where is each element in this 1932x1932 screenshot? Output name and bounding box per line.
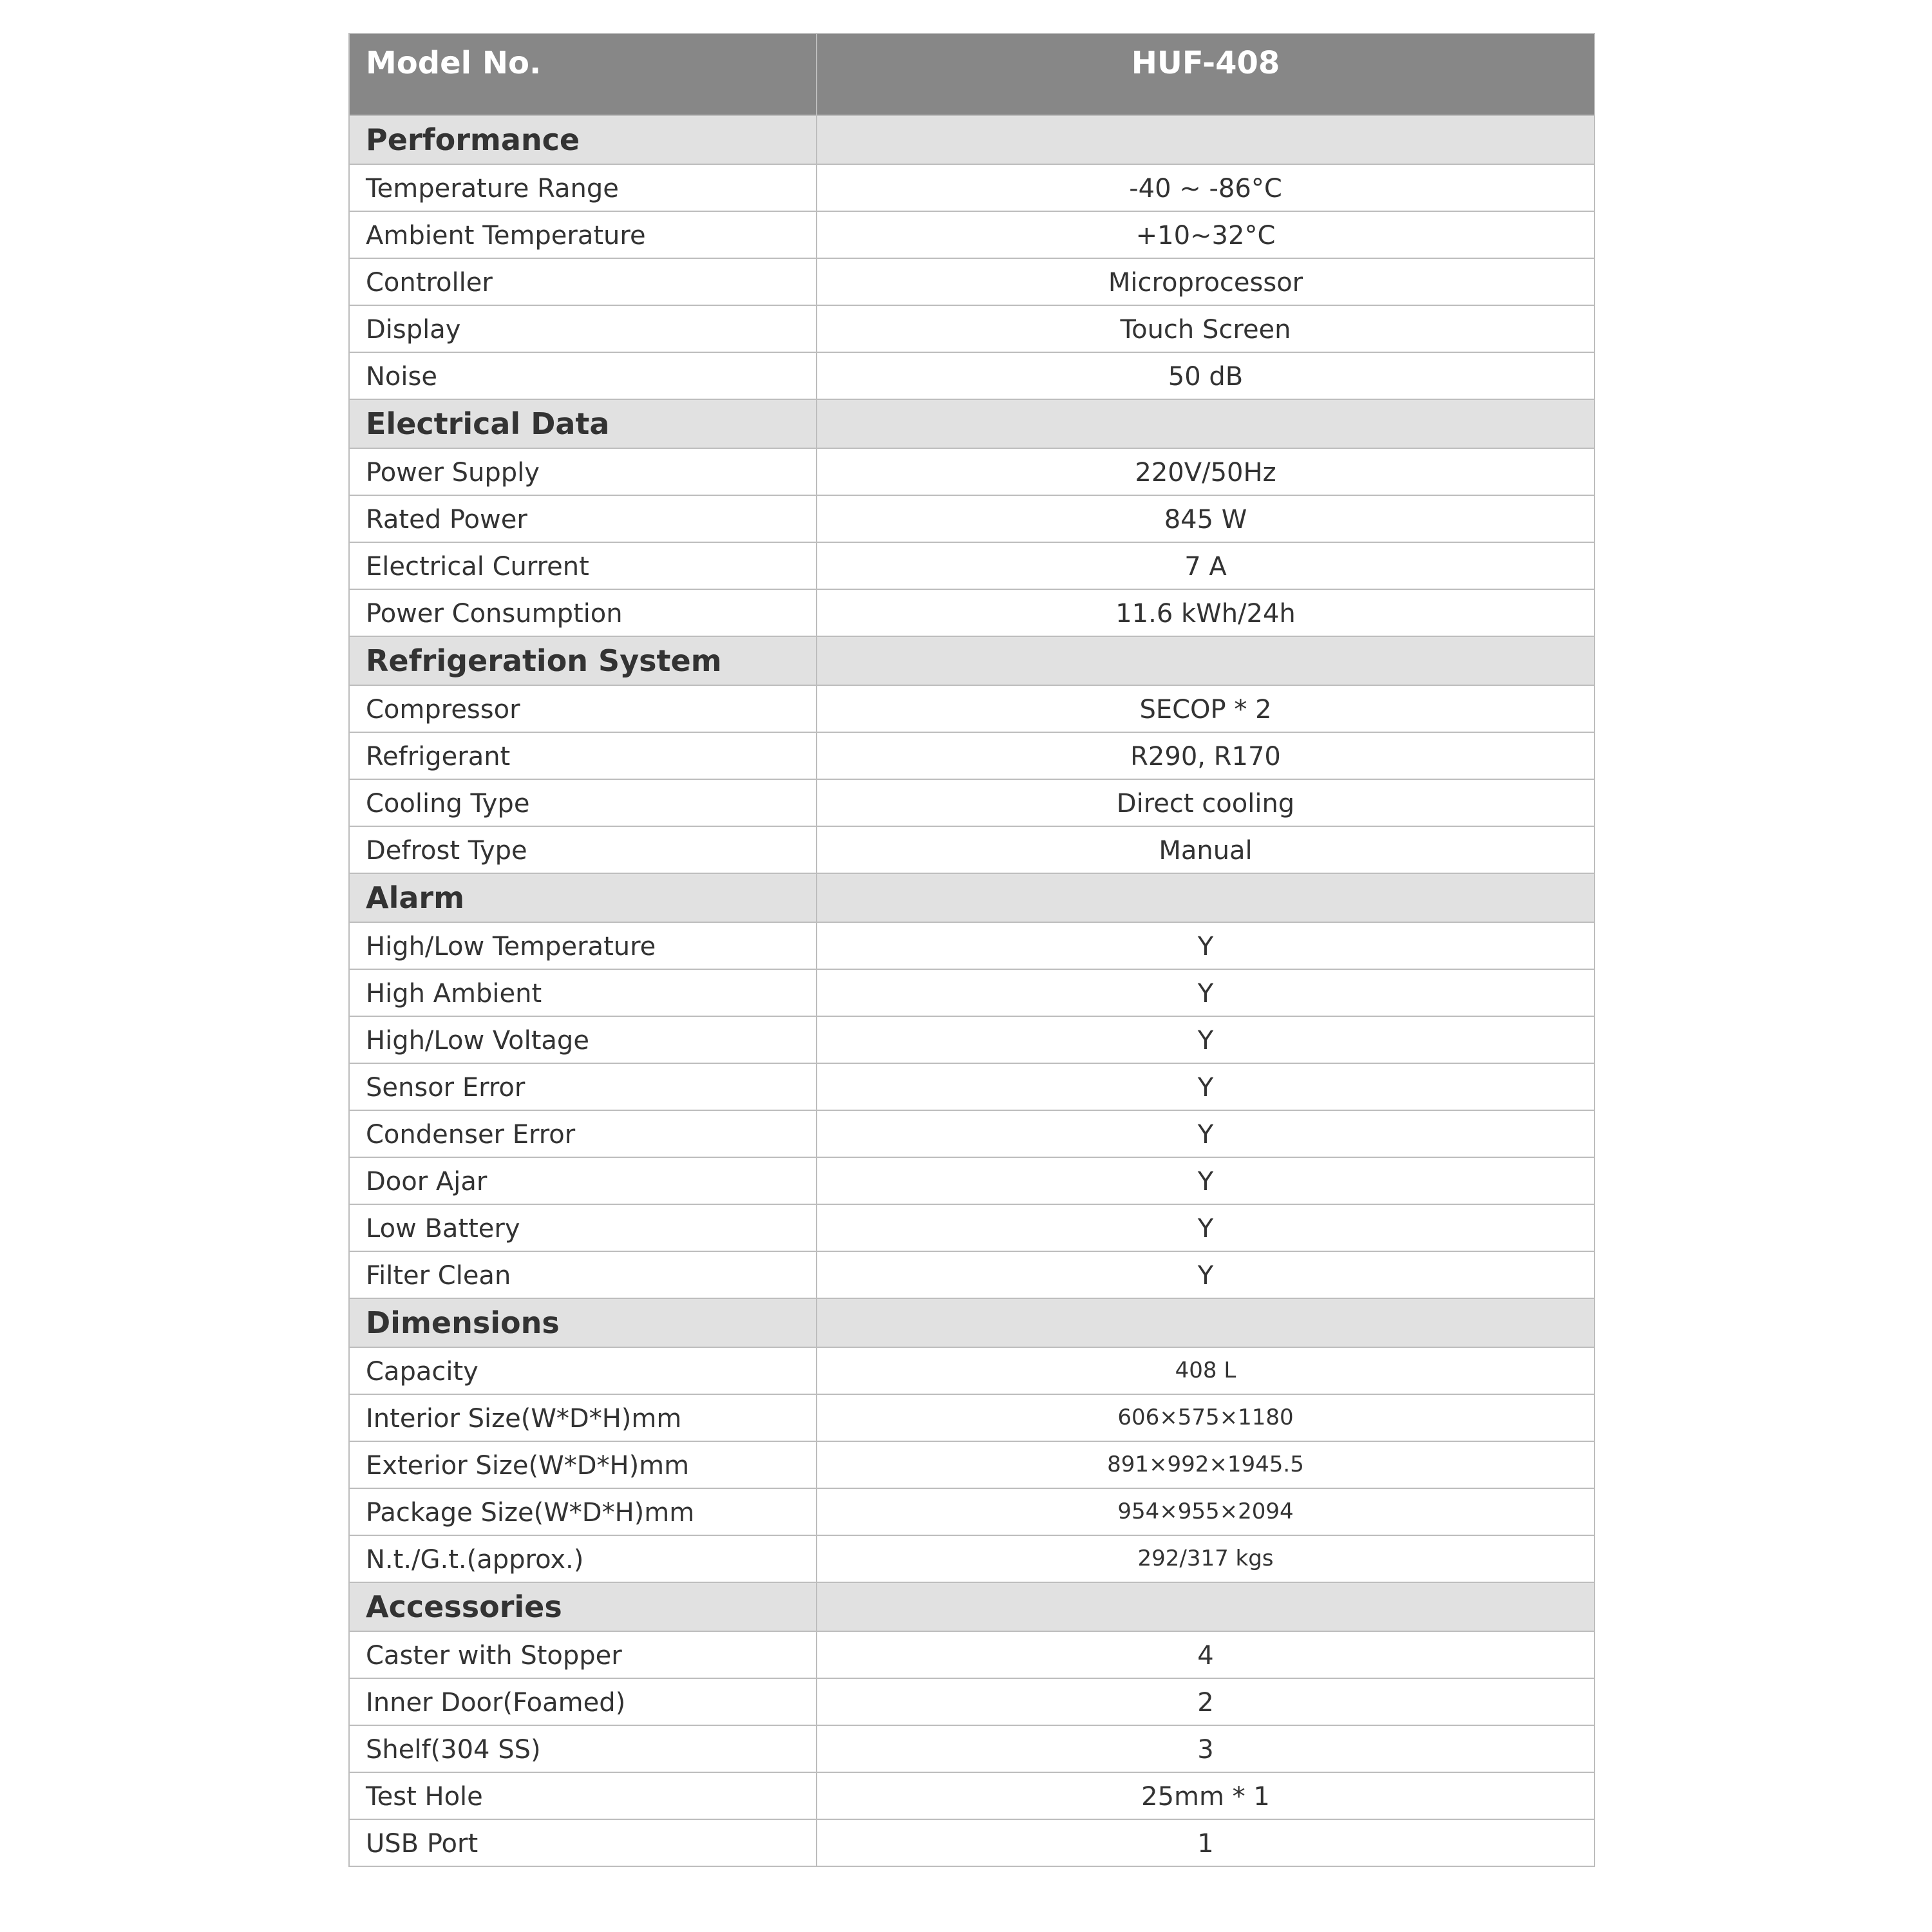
- table-row: [349, 495, 1595, 542]
- spec-value: Y: [817, 1063, 1595, 1110]
- spec-value: Direct cooling: [817, 779, 1595, 826]
- spec-label: Low Battery: [349, 1204, 817, 1251]
- section-row-alarm: [349, 873, 1595, 922]
- table-row: [349, 1204, 1595, 1251]
- spec-label: Sensor Error: [349, 1063, 817, 1110]
- spec-value: Y: [817, 922, 1595, 969]
- spec-label: Door Ajar: [349, 1157, 817, 1204]
- spec-label: High/Low Voltage: [349, 1016, 817, 1063]
- spec-label: Display: [349, 305, 817, 352]
- spec-value: R290, R170: [817, 732, 1595, 779]
- table-header-row: [349, 33, 1595, 115]
- table-row: [349, 1819, 1595, 1866]
- section-row-accessories: [349, 1582, 1595, 1631]
- spec-label: Defrost Type: [349, 826, 817, 873]
- spec-label: Shelf(304 SS): [349, 1725, 817, 1772]
- spec-value: SECOP * 2: [817, 685, 1595, 732]
- section-row-electrical-data: [349, 399, 1595, 448]
- spec-value: 2: [817, 1678, 1595, 1725]
- spec-label: Inner Door(Foamed): [349, 1678, 817, 1725]
- table-row: [349, 1394, 1595, 1441]
- spec-value: 954×955×2094: [817, 1488, 1595, 1535]
- spec-value: 7 A: [817, 542, 1595, 589]
- spec-label: Temperature Range: [349, 164, 817, 211]
- spec-value: Y: [817, 1016, 1595, 1063]
- spec-label: Test Hole: [349, 1772, 817, 1819]
- section-row-refrigeration-system: [349, 636, 1595, 685]
- spec-value: Microprocessor: [817, 258, 1595, 305]
- table-row: [349, 922, 1595, 969]
- spec-value: 292/317 kgs: [817, 1535, 1595, 1582]
- spec-label: N.t./G.t.(approx.): [349, 1535, 817, 1582]
- spec-label: Capacity: [349, 1347, 817, 1394]
- table-row: [349, 685, 1595, 732]
- spec-value: 50 dB: [817, 352, 1595, 399]
- spec-value: +10~32°C: [817, 211, 1595, 258]
- spec-label: High Ambient: [349, 969, 817, 1016]
- section-spacer: [817, 399, 1595, 448]
- spec-label: High/Low Temperature: [349, 922, 817, 969]
- table-row: [349, 211, 1595, 258]
- spec-label: Refrigerant: [349, 732, 817, 779]
- spec-value: 408 L: [817, 1347, 1595, 1394]
- spec-value: Y: [817, 1157, 1595, 1204]
- section-spacer: [817, 1582, 1595, 1631]
- table-row: [349, 1110, 1595, 1157]
- spec-value: 891×992×1945.5: [817, 1441, 1595, 1488]
- spec-label: Ambient Temperature: [349, 211, 817, 258]
- table-row: [349, 1016, 1595, 1063]
- spec-label: Cooling Type: [349, 779, 817, 826]
- spec-label: Electrical Current: [349, 542, 817, 589]
- table-row: [349, 352, 1595, 399]
- table-row: [349, 164, 1595, 211]
- table-row: [349, 448, 1595, 495]
- spec-value: 606×575×1180: [817, 1394, 1595, 1441]
- table-row: [349, 1157, 1595, 1204]
- table-row: [349, 305, 1595, 352]
- table-row: [349, 779, 1595, 826]
- spec-label: Compressor: [349, 685, 817, 732]
- spec-value: Touch Screen: [817, 305, 1595, 352]
- spec-label: Controller: [349, 258, 817, 305]
- section-title: Alarm: [349, 873, 817, 922]
- spec-value: 25mm * 1: [817, 1772, 1595, 1819]
- spec-label: Condenser Error: [349, 1110, 817, 1157]
- spec-label: USB Port: [349, 1819, 817, 1866]
- spec-value: -40 ~ -86°C: [817, 164, 1595, 211]
- spec-value: Y: [817, 1251, 1595, 1298]
- table-row: [349, 1063, 1595, 1110]
- section-spacer: [817, 115, 1595, 164]
- spec-value: 845 W: [817, 495, 1595, 542]
- spec-value: 11.6 kWh/24h: [817, 589, 1595, 636]
- spec-label: Filter Clean: [349, 1251, 817, 1298]
- table-row: [349, 542, 1595, 589]
- spec-label: Power Consumption: [349, 589, 817, 636]
- table-row: [349, 1772, 1595, 1819]
- spec-label: Exterior Size(W*D*H)mm: [349, 1441, 817, 1488]
- spec-label: Rated Power: [349, 495, 817, 542]
- table-row: [349, 1347, 1595, 1394]
- spec-value: 220V/50Hz: [817, 448, 1595, 495]
- table-row: [349, 1535, 1595, 1582]
- table-row: [349, 732, 1595, 779]
- spec-table: [348, 33, 1595, 1867]
- model-label: Model No.: [349, 33, 817, 115]
- section-spacer: [817, 636, 1595, 685]
- table-row: [349, 1725, 1595, 1772]
- spec-value: Y: [817, 1204, 1595, 1251]
- spec-label: Package Size(W*D*H)mm: [349, 1488, 817, 1535]
- table-row: [349, 1631, 1595, 1678]
- table-row: [349, 1488, 1595, 1535]
- spec-value: Y: [817, 969, 1595, 1016]
- section-row-performance: [349, 115, 1595, 164]
- table-row: [349, 258, 1595, 305]
- section-row-dimensions: [349, 1298, 1595, 1347]
- section-spacer: [817, 1298, 1595, 1347]
- table-row: [349, 1441, 1595, 1488]
- spec-value: Manual: [817, 826, 1595, 873]
- section-title: Electrical Data: [349, 399, 817, 448]
- spec-label: Noise: [349, 352, 817, 399]
- section-title: Dimensions: [349, 1298, 817, 1347]
- spec-value: 3: [817, 1725, 1595, 1772]
- section-title: Performance: [349, 115, 817, 164]
- table-row: [349, 1678, 1595, 1725]
- table-row: [349, 969, 1595, 1016]
- table-row: [349, 1251, 1595, 1298]
- spec-label: Power Supply: [349, 448, 817, 495]
- spec-value: 1: [817, 1819, 1595, 1866]
- spec-table-body: [349, 33, 1595, 1866]
- spec-value: Y: [817, 1110, 1595, 1157]
- table-row: [349, 589, 1595, 636]
- table-row: [349, 826, 1595, 873]
- section-title: Refrigeration System: [349, 636, 817, 685]
- model-number: HUF-408: [817, 33, 1595, 115]
- spec-label: Interior Size(W*D*H)mm: [349, 1394, 817, 1441]
- section-title: Accessories: [349, 1582, 817, 1631]
- section-spacer: [817, 873, 1595, 922]
- spec-label: Caster with Stopper: [349, 1631, 817, 1678]
- spec-value: 4: [817, 1631, 1595, 1678]
